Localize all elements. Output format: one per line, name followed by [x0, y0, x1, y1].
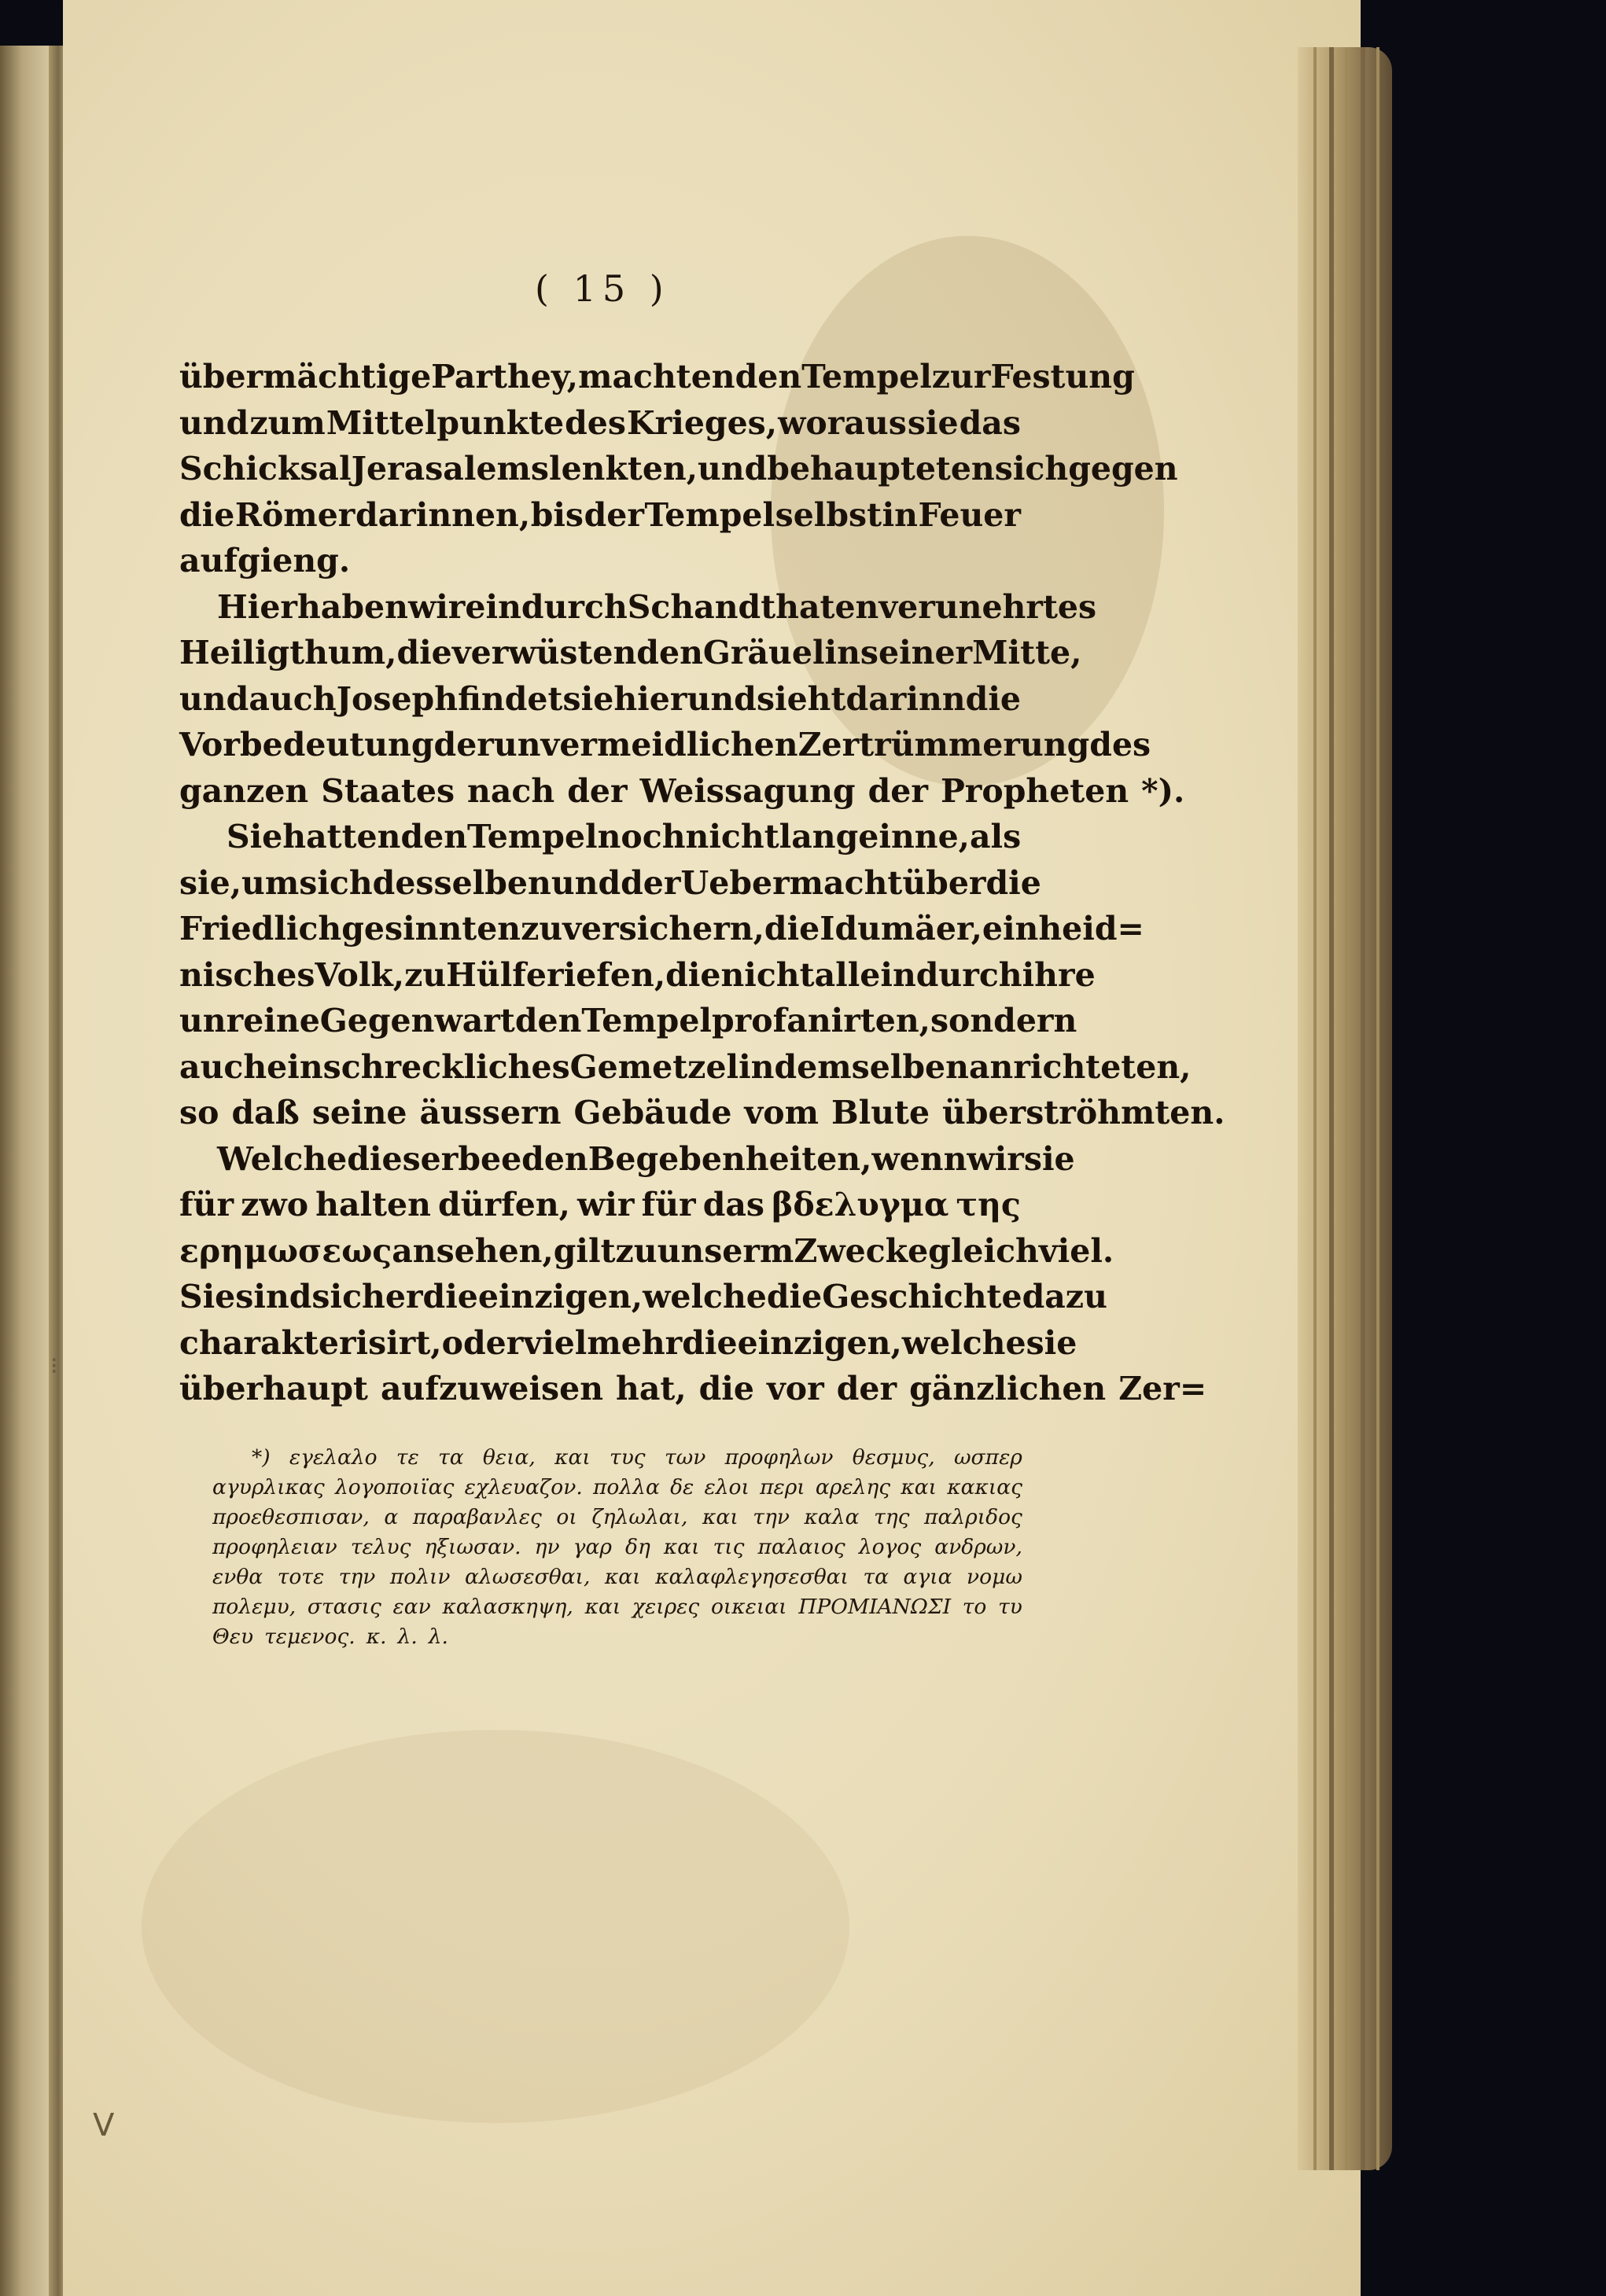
text-line: und zum Mittelpunkte des Krieges, woraus sie das: [179, 403, 1021, 442]
text-line: charakterisirt, oder vielmehr die einzigen, welche sie: [179, 1323, 1077, 1362]
margin-mark: ⴸ: [93, 2107, 115, 2143]
text-line: aufgieng.: [179, 542, 351, 580]
footnote-line: προφηλειαν τελυς ηξιωσαν. ην γαρ δη και τις παλαιος λογος ανδρων,: [212, 1535, 1022, 1559]
text-line: Friedlichgesinnten zu versichern, die Idumäer, ein heid=: [179, 910, 1144, 947]
footnote-line: Θευ τεμενος. κ. λ. λ.: [212, 1624, 448, 1649]
page-edges: [1298, 47, 1392, 2170]
text-line: die Römer darinnen, bis der Tempel selbst in Feuer: [179, 495, 1021, 534]
text-line: nisches Volk, zu Hülfe riefen, die nicht allein durch ihre: [179, 955, 1096, 994]
text-line: Sie sind sicher die einzigen, welche die Geschichte dazu: [179, 1278, 1107, 1315]
text-line: überhaupt aufzuweisen hat, die vor der gänzlichen Zer=: [179, 1370, 1207, 1407]
body-text: [179, 354, 1225, 1412]
text-line: für zwo halten dürfen, wir für das βδελυγμα της: [179, 1186, 1021, 1223]
footnote-line: *) εγελαλο τε τα θεια, και τυς των προφηλων θεσμυς, ωσπερ: [252, 1445, 1022, 1470]
footnote-line: προεθεσπισαν, α παραβανλες οι ζηλωλαι, και την καλα της παλριδος: [212, 1505, 1022, 1529]
footnote-line: πολεμυ, στασις εαν καλασκηψη, και χειρες οικειαι ΠΡΟΜΙΑΝΩΣΙ το τυ: [212, 1595, 1022, 1619]
footnote-line: ενθα τοτε την πολιν αλωσεσθαι, και καλαφλεγησεσθαι τα αγια νομω: [212, 1565, 1022, 1589]
margin-mark: ⁝: [50, 1352, 58, 1380]
text-line: sie, um sich desselben und der Uebermacht über die: [179, 863, 1041, 902]
text-line: auch ein schreckliches Gemetzel in demselben anrichteten,: [179, 1047, 1192, 1086]
text-line: so daß seine äussern Gebäude vom Blute überströhmten.: [179, 1094, 1225, 1131]
text-line: Vorbedeutung der unvermeidlichen Zertrümmerung des: [179, 726, 1151, 763]
footnote-line: αγυρλικας λογοποιϊας εχλευαζον. πολλα δε ελοι περι αρελης και κακιας: [212, 1475, 1022, 1499]
text-line: Heiligthum, die verwüstenden Gräuel in seiner Mitte,: [179, 634, 1082, 672]
text-line: übermächtige Parthey, machten den Tempel zur Festung: [179, 358, 1135, 396]
page-content: [118, 0, 1225, 2296]
text-line: Welche dieser beeden Begebenheiten, wenn wir sie: [217, 1139, 1075, 1178]
footnote: [212, 1443, 1022, 1652]
text-line: ganzen Staates nach der Weissagung der Propheten *).: [179, 771, 1185, 810]
text-line: Schicksal Jerasalems lenkten, und behaupteten sich gegen: [179, 450, 1178, 488]
text-line: Hier haben wir ein durch Schandthaten verunehrtes: [217, 587, 1097, 626]
text-line: ερημωσεως ansehen, gilt zu unserm Zwecke gleich viel.: [179, 1231, 1114, 1270]
text-line: unreine Gegenwart den Tempel profanirten, sondern: [179, 1002, 1077, 1039]
page-number: ( 15 ): [535, 267, 670, 310]
text-line: Sie hatten den Tempel noch nicht lange inne, als: [227, 818, 1022, 855]
text-line: und auch Joseph findet sie hier und sieht darinn die: [179, 679, 1021, 718]
